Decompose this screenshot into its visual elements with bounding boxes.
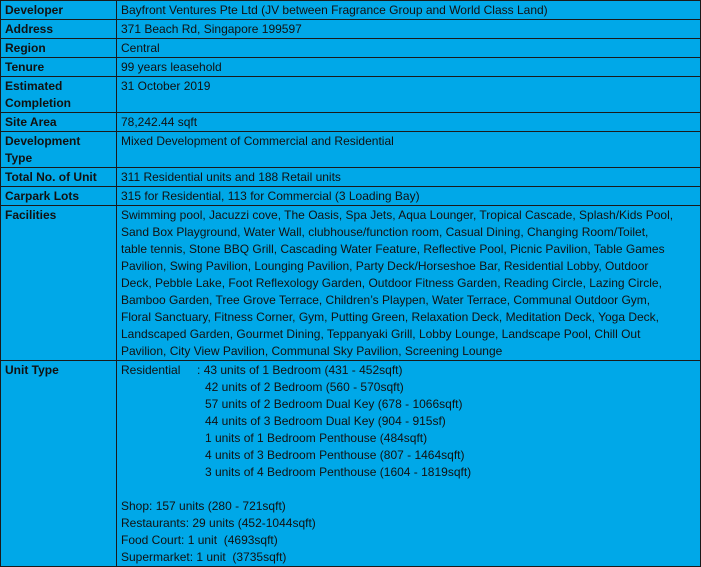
row-carpark — [1, 187, 701, 206]
site-area-label: Site Area — [1, 113, 117, 132]
development-type-value: Mixed Development of Commercial and Residential — [117, 132, 701, 168]
completion-value: 31 October 2019 — [117, 77, 701, 113]
facilities-value — [117, 206, 701, 361]
facilities-line: Landscaped Garden, Gourmet Dining, Teppanyaki Grill, Lobby Lounge, Landscape Pool, Chill Out — [121, 327, 641, 341]
facilities-line: Floral Sanctuary, Fitness Corner, Gym, Putting Green, Relaxation Deck, Meditation Deck, Yoga Deck, — [121, 310, 660, 324]
address-value: 371 Beach Rd, Singapore 199597 — [117, 20, 701, 39]
facilities-line: Pavilion, City View Pavilion, Communal Sky Pavilion, Screening Lounge — [121, 344, 503, 358]
developer-value: Bayfront Ventures Pte Ltd (JV between Fragrance Group and World Class Land) — [117, 1, 701, 20]
facilities-line: Bamboo Garden, Tree Grove Terrace, Children’s Playpen, Water Terrace, Communal Outdoor Gym, — [121, 293, 651, 307]
facilities-label: Facilities — [1, 206, 117, 361]
row-developer — [1, 1, 701, 20]
site-area-value: 78,242.44 sqft — [117, 113, 701, 132]
facilities-line: table tennis, Stone BBQ Grill, Cascading Water Feature, Reflective Pool, Picnic Pavilion, Table Games — [121, 242, 665, 256]
total-units-value: 311 Residential units and 188 Retail units — [117, 168, 701, 187]
residential-line: Residential : 43 units of 1 Bedroom (431 - 452sqft) — [121, 363, 403, 377]
facilities-line: Deck, Pebble Lake, Foot Reflexology Garden, Outdoor Fitness Garden, Reading Circle, Lazing Circle, — [121, 276, 662, 290]
row-facilities — [1, 206, 701, 361]
commercial-line: Shop: 157 units (280 - 721sqft) — [121, 499, 286, 513]
completion-label — [1, 77, 117, 113]
completion-label-line2: Completion — [5, 96, 71, 110]
row-region — [1, 39, 701, 58]
address-label: Address — [1, 20, 117, 39]
residential-line: 4 units of 3 Bedroom Penthouse (807 - 1464sqft) — [205, 448, 465, 462]
row-address — [1, 20, 701, 39]
commercial-line: Food Court: 1 unit (4693sqft) — [121, 533, 278, 547]
spacer — [121, 481, 696, 498]
development-type-label-line1: Development — [5, 134, 81, 148]
tenure-value: 99 years leasehold — [117, 58, 701, 77]
commercial-line: Supermarket: 1 unit (3735sqft) — [121, 550, 287, 564]
row-development-type — [1, 132, 701, 168]
region-value: Central — [117, 39, 701, 58]
carpark-value: 315 for Residential, 113 for Commercial (3 Loading Bay) — [117, 187, 701, 206]
residential-line: 3 units of 4 Bedroom Penthouse (1604 - 1819sqft) — [205, 465, 472, 479]
residential-line: 42 units of 2 Bedroom (560 - 570sqft) — [205, 380, 404, 394]
row-completion — [1, 77, 701, 113]
total-units-label: Total No. of Unit — [1, 168, 117, 187]
residential-line: 44 units of 3 Bedroom Dual Key (904 - 915sf) — [205, 414, 446, 428]
unit-type-label: Unit Type — [1, 361, 117, 567]
row-total-units — [1, 168, 701, 187]
development-type-label — [1, 132, 117, 168]
unit-type-value — [117, 361, 701, 567]
residential-line: 1 units of 1 Bedroom Penthouse (484sqft) — [205, 431, 428, 445]
facilities-line: Swimming pool, Jacuzzi cove, The Oasis, Spa Jets, Aqua Lounger, Tropical Cascade, Splash/Kids Pool, — [121, 208, 674, 222]
completion-label-line1: Estimated — [5, 79, 63, 93]
developer-label: Developer — [1, 1, 117, 20]
development-type-label-line2: Type — [5, 151, 33, 165]
carpark-label: Carpark Lots — [1, 187, 117, 206]
region-label: Region — [1, 39, 117, 58]
facilities-line: Pavilion, Swing Pavilion, Lounging Pavilion, Party Deck/Horseshoe Bar, Residential Lobby, Outdoor — [121, 259, 649, 273]
facilities-line: Sand Box Playground, Water Wall, clubhouse/function room, Casual Dining, Changing Room/Toilet, — [121, 225, 649, 239]
tenure-label: Tenure — [1, 58, 117, 77]
row-tenure — [1, 58, 701, 77]
residential-line: 57 units of 2 Bedroom Dual Key (678 - 1066sqft) — [205, 397, 463, 411]
row-unit-type — [1, 361, 701, 567]
commercial-line: Restaurants: 29 units (452-1044sqft) — [121, 516, 316, 530]
row-site-area — [1, 113, 701, 132]
